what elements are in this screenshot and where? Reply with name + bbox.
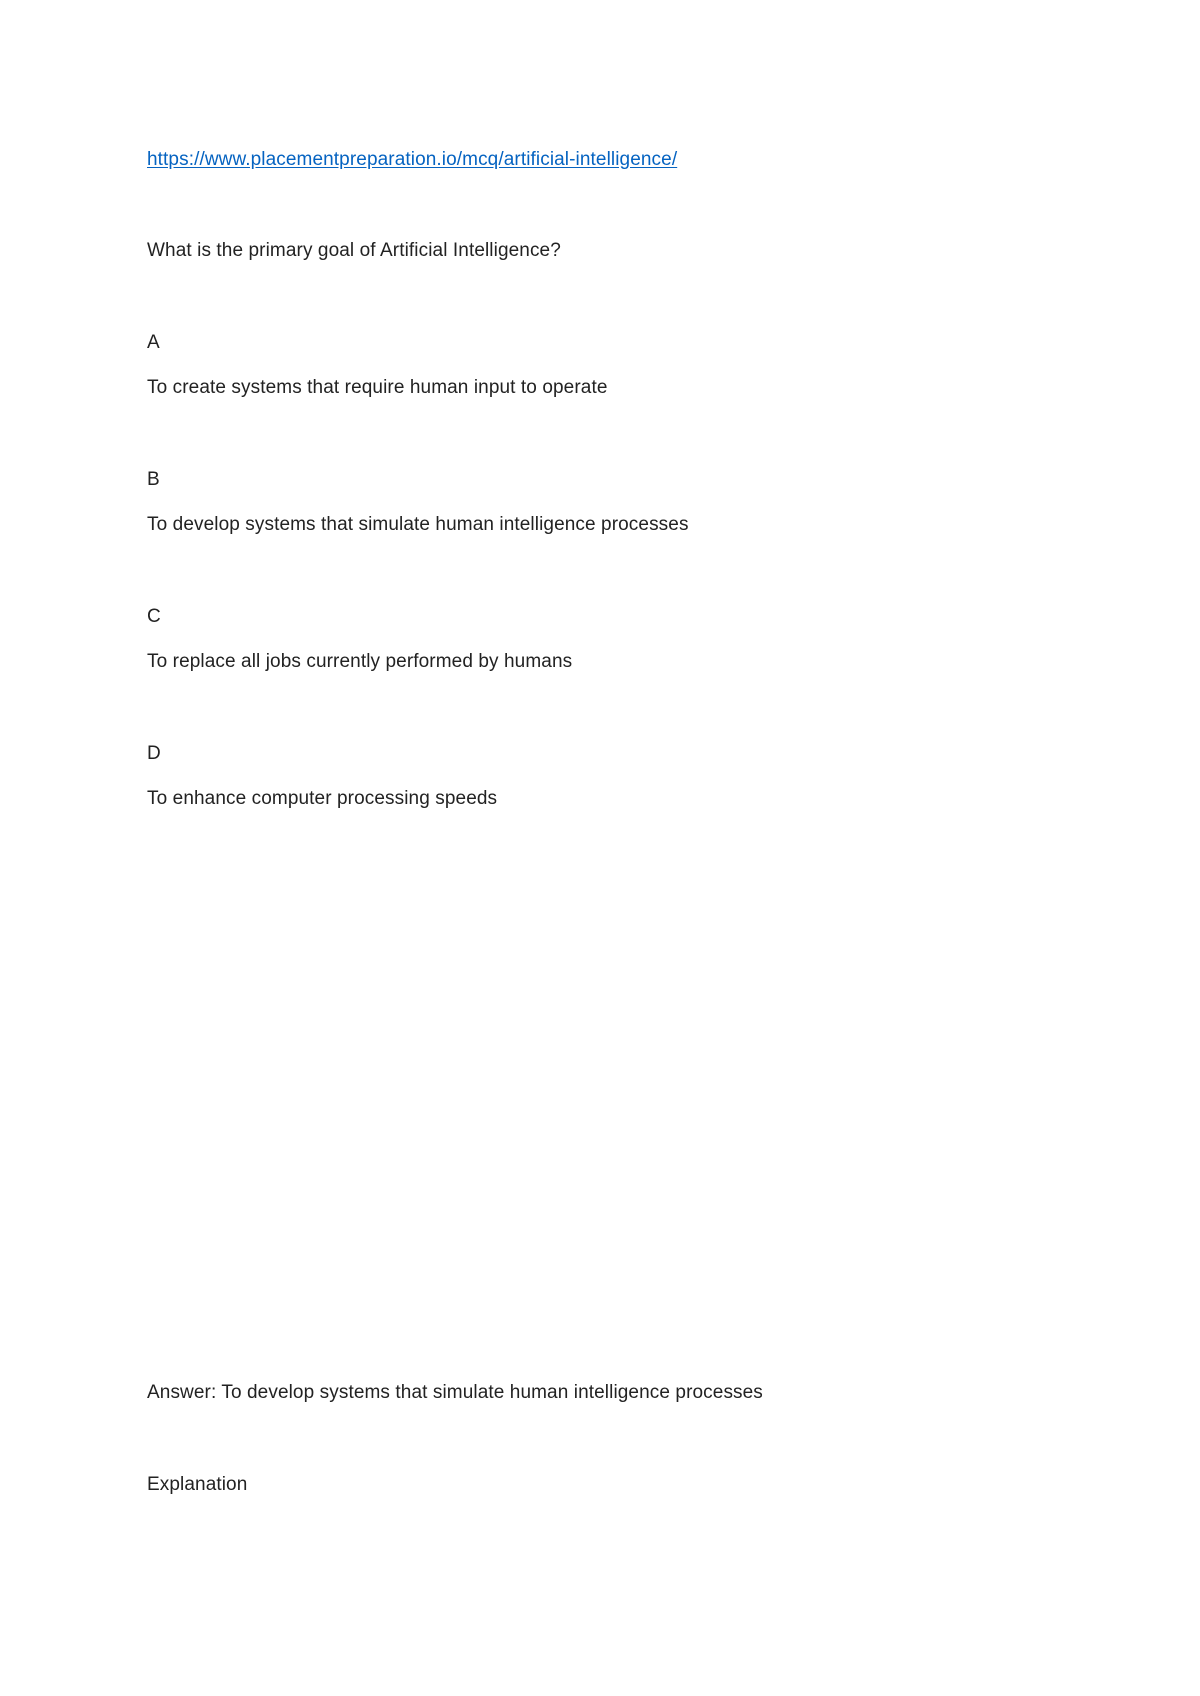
- option-d-letter: D: [147, 743, 161, 764]
- source-link[interactable]: https://www.placementpreparation.io/mcq/artificial-intelligence/: [147, 149, 678, 170]
- explanation-heading: Explanation: [147, 1474, 248, 1495]
- question-text: What is the primary goal of Artificial Intelligence?: [147, 240, 561, 261]
- option-a-letter: A: [147, 332, 160, 353]
- option-b-letter: B: [147, 469, 160, 490]
- option-d-text: To enhance computer processing speeds: [147, 788, 498, 809]
- option-a-text: To create systems that require human input to operate: [147, 377, 608, 398]
- option-b-text: To develop systems that simulate human intelligence processes: [147, 514, 689, 535]
- answer-text: Answer: To develop systems that simulate human intelligence processes: [147, 1382, 763, 1403]
- option-c-letter: C: [147, 606, 161, 627]
- option-c-text: To replace all jobs currently performed by humans: [147, 651, 573, 672]
